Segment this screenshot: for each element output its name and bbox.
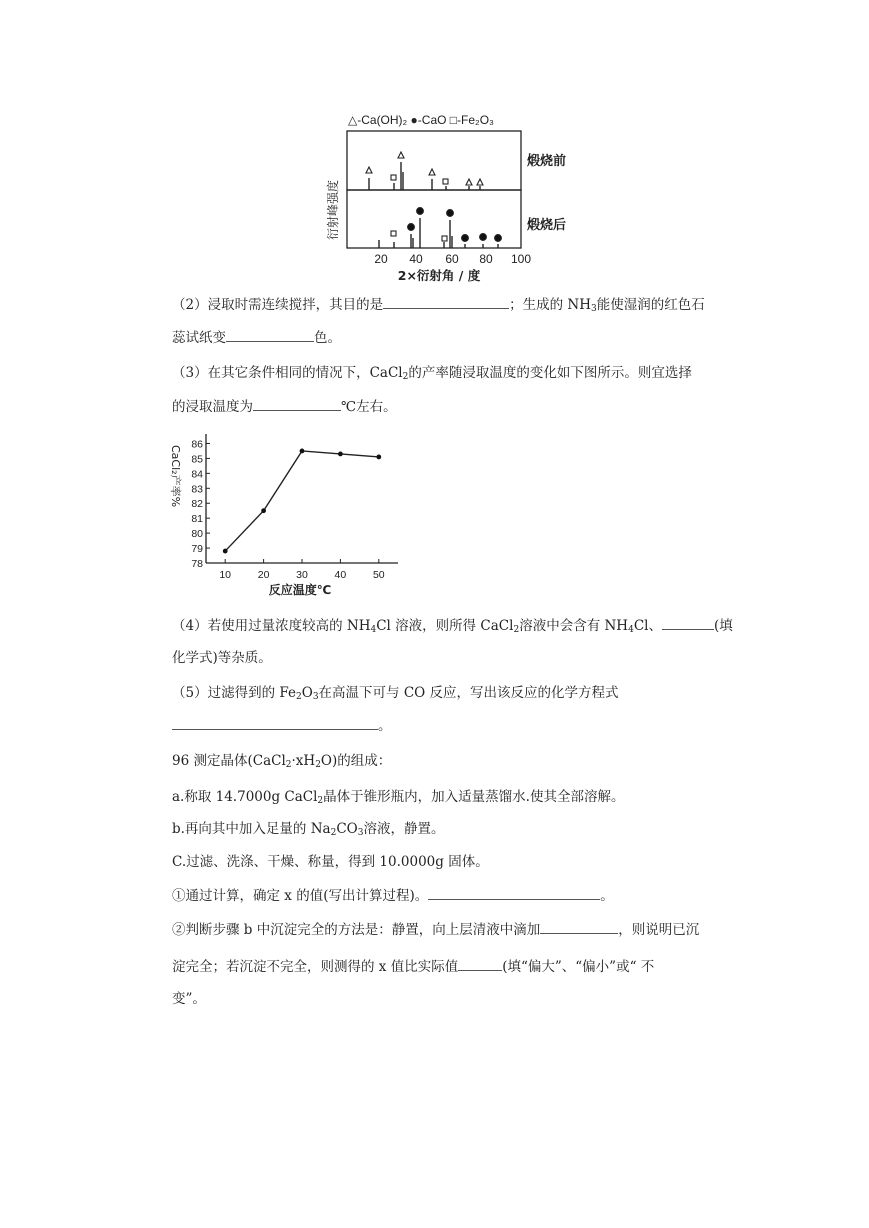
question-2-line-2	[172, 957, 654, 976]
text-span: ·xH	[291, 753, 316, 769]
text-span: 的产率随浸取温度的变化如下图所示。则宜选择	[408, 365, 692, 381]
q4-line-2	[172, 649, 272, 667]
text-span: （4）若使用过量浓度较高的 NH	[172, 618, 371, 634]
subscript: 4	[370, 625, 377, 635]
yield-chart	[0, 0, 869, 610]
y-tick-label: 84	[191, 468, 203, 481]
text-span: ，则说明已沉	[618, 922, 700, 938]
text-span: 变”。	[172, 991, 206, 1007]
subscript: 3	[590, 304, 597, 314]
text-span: ；生成的 NH	[509, 297, 591, 313]
step-b	[172, 820, 444, 842]
text-span: b.再向其中加入足量的 Na	[172, 821, 331, 837]
text-span: ℃左右。	[341, 399, 397, 415]
chart-ylabel: CaCl₂产率%	[169, 445, 182, 508]
text-span: （3）在其它条件相同的情况下，CaCl	[172, 365, 403, 381]
text-span: 晶体于锥形瓶内，加入适量蒸馏水.使其全部溶解。	[323, 789, 625, 805]
yield-point	[338, 452, 343, 457]
y-tick-label: 80	[191, 528, 203, 541]
xrd-tick: 60	[445, 252, 459, 266]
q5-line-1	[172, 684, 619, 706]
text-span: 。	[378, 718, 392, 734]
text-span: ①通过计算，确定 x 的值(写出计算过程)。	[172, 888, 429, 904]
text-span: 。	[600, 888, 614, 904]
xrd-xlabel: 2×衍射角 / 度	[397, 268, 481, 283]
xrd-tick: 20	[374, 252, 388, 266]
answer-blank[interactable]	[172, 716, 378, 730]
text-span: Cl 溶液，则所得 CaCl	[376, 618, 514, 634]
text-span: CO	[336, 821, 358, 837]
xrd-legend: △-Ca(OH)₂ ●-CaO □-Fe₂O₃	[348, 113, 494, 127]
text-span: 在高温下可与 CO 反应，写出该反应的化学方程式	[318, 685, 619, 701]
step-a	[172, 788, 624, 810]
question-2-line-3	[172, 990, 206, 1008]
answer-blank[interactable]	[662, 616, 714, 630]
text-span: ②判断步骤 b 中沉淀完全的方法是：静置，向上层清液中滴加	[172, 922, 541, 938]
y-tick-label: 81	[191, 513, 203, 526]
subscript: 2	[330, 828, 337, 838]
subscript: 2	[513, 625, 520, 635]
chart-axes	[206, 434, 398, 563]
answer-blank[interactable]	[428, 886, 600, 900]
xrd-label-before: 煅烧前	[527, 154, 567, 169]
xrd-ylabel: 衍射峰强度	[326, 179, 340, 240]
text-span: （5）过滤得到的 Fe	[172, 685, 296, 701]
text-span: 溶液中会含有 NH	[519, 618, 629, 634]
subscript: 2	[317, 796, 324, 806]
y-tick-label: 79	[191, 543, 203, 556]
chart-ticks	[191, 438, 384, 581]
text-span: 能使湿润的红色石	[596, 297, 705, 313]
y-tick-label: 85	[191, 453, 203, 466]
text-span: Cl、	[633, 618, 662, 634]
text-span: 96 测定晶体(CaCl	[172, 753, 286, 769]
yield-line	[225, 451, 379, 551]
text-span: 的浸取温度为	[172, 399, 253, 415]
p96-title	[172, 752, 391, 774]
chart-series	[223, 449, 381, 554]
x-tick-label: 10	[219, 569, 232, 581]
x-tick-label: 50	[372, 569, 385, 581]
answer-blank[interactable]	[458, 957, 502, 971]
text-span: O)的组成：	[320, 753, 392, 769]
q4-line-1	[172, 616, 733, 639]
x-tick-label: 20	[257, 569, 270, 581]
text-span: (填	[713, 618, 733, 634]
yield-point	[261, 508, 266, 513]
subscript: 3	[312, 692, 319, 702]
text-span: a.称取 14.7000g CaCl	[172, 789, 318, 805]
xrd-tick: 80	[479, 252, 493, 266]
step-c	[172, 853, 489, 871]
xrd-tick: 100	[510, 252, 532, 266]
xrd-tick: 40	[409, 252, 423, 266]
xrd-label-after: 煅烧后	[527, 218, 567, 233]
yield-point	[223, 549, 228, 554]
y-tick-label: 86	[191, 438, 203, 451]
question-2-line-1	[172, 920, 699, 939]
text-span: （2）浸取时需连续搅拌，其目的是	[172, 297, 384, 313]
text-span: 蕊试纸变	[172, 330, 226, 346]
yield-point	[376, 455, 381, 460]
text-span: C.过滤、洗涤、干燥、称量，得到 10.0000g 固体。	[172, 854, 489, 870]
y-tick-label: 83	[191, 483, 203, 496]
subscript: 3	[357, 828, 364, 838]
subscript: 2	[402, 372, 409, 382]
answer-blank[interactable]	[540, 920, 618, 934]
question-1	[172, 886, 614, 905]
x-tick-label: 30	[296, 569, 308, 581]
chart-xlabel: 反应温度℃	[268, 583, 332, 597]
text-span: 色。	[314, 330, 341, 346]
y-tick-label: 78	[191, 558, 203, 570]
text-span: 化学式)等杂质。	[172, 650, 272, 666]
x-tick-label: 40	[334, 569, 347, 581]
subscript: 2	[315, 760, 321, 770]
text-span: 溶液，静置。	[363, 821, 445, 837]
text-span: 淀完全；若沉淀不完全，则测得的 x 值比实际值	[172, 959, 459, 975]
subscript: 2	[285, 760, 292, 770]
q5-line-2	[172, 716, 392, 735]
text-span: O	[301, 685, 313, 701]
subscript: 4	[628, 625, 634, 635]
subscript: 2	[296, 692, 302, 702]
text-span: (填“偏大”、“偏小”或“ 不	[502, 959, 655, 975]
yield-point	[300, 449, 305, 454]
y-tick-label: 82	[191, 498, 203, 511]
